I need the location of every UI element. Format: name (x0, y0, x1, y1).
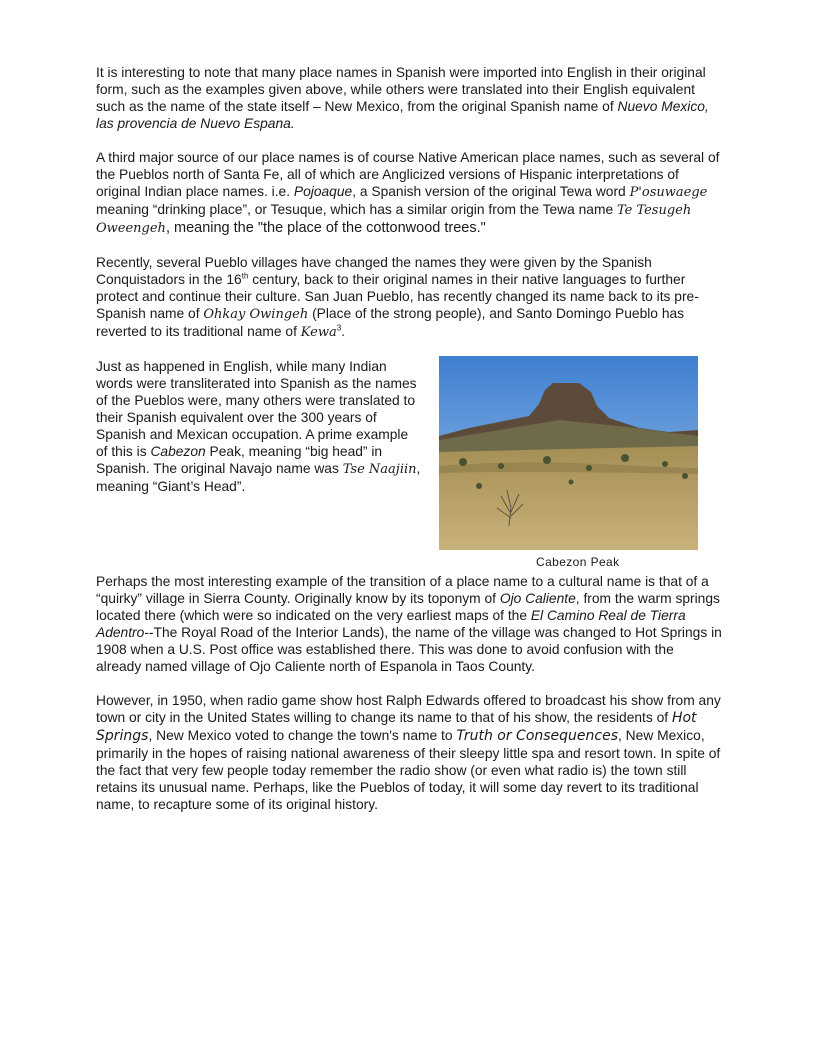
paragraph-text: meaning “drinking place”, or Tesuque, which has a similar origin from the Tewa name (96, 202, 617, 217)
paragraph-text: (Place of the strong people), and Santo Domingo Pueblo has reverted to its traditional name of (96, 306, 685, 339)
paragraph-text: However, in 1950, when radio game show host Ralph Edwards offered to broadcast his show from any town or city in the United States willing to change its name to that of his show, the residents of (96, 693, 721, 725)
cabezon-peak-photo (439, 356, 698, 550)
superscript: th (241, 271, 249, 281)
paragraph-place-names (96, 64, 722, 132)
navajo-name: Tse Naajiin (342, 462, 417, 477)
ohkay-owingeh-name: Ohkay Owingeh (203, 307, 309, 322)
kewa-name: Kewa (300, 325, 337, 340)
cabezon-name: Cabezon (150, 444, 206, 459)
hot-springs-name: Hot Springs (96, 710, 697, 744)
paragraph-text: A third major source of our place names is of course Native American place names, such as several of the Pueblos north of Santa Fe, all of which are Anglicized versions of Hispanic interpretations of original Indian place names. i.e. (96, 150, 720, 199)
ojo-caliente-name: Ojo Caliente (499, 591, 576, 606)
paragraph-text: , meaning “Giant’s Head”. (96, 461, 421, 494)
paragraph-text: , a Spanish version of the original Tewa word (352, 184, 630, 199)
document-page-lower (96, 573, 722, 813)
paragraph-pueblo-renaming (96, 254, 722, 341)
paragraph-text: , New Mexico voted to change the town's name to (148, 728, 457, 743)
paragraph-text: Peak, meaning “big head” in Spanish. The original Navajo name was (96, 444, 383, 476)
truth-or-consequences-name: Truth or Consequences (456, 728, 619, 744)
paragraph-truth-or-consequences (96, 692, 722, 813)
paragraph-text: It is interesting to note that many place names in Spanish were imported into English in their original form, such as the examples given above, while others were translated into their English equivalent such as the name of the state itself – New Mexico, from the original Spanish name of (96, 65, 706, 114)
cabezon-peak-figure (439, 356, 698, 550)
tewa-word: P'osuwaege (629, 185, 708, 200)
pojoaque-name: Pojoaque (293, 184, 353, 199)
paragraph-text: century, back to their original names in their native languages to further protect and continue their culture. San Juan Pueblo, has recently changed its name back to its pre-Spanish name of (96, 272, 699, 321)
paragraph-text: Just as happened in English, while many Indian words were transliterated into Spanish as the names of the Pueblos were, many others were translated to their Spanish equivalent over the 300 years of Spanish and Mexican occupation. A prime example of this is (96, 359, 417, 459)
paragraph-text: Perhaps the most interesting example of the transition of a place name to a cultural name is that of a “quirky” village in Sierra County. Originally know by its toponym of (96, 574, 709, 606)
paragraph-text: Recently, several Pueblo villages have changed the names they were given by the Spanish Conquistadors in the 16 (96, 255, 652, 287)
paragraph-text: , from the warm springs located there (which were so indicated on the very earliest maps of the (96, 591, 720, 623)
paragraph-text: --The Royal Road of the Interior Lands), the name of the village was changed to Hot Springs in 1908 when a U.S. Post office was established there. This was done to avoid confusion with the already named village of Ojo Caliente north of Espanola in Taos County. (96, 625, 722, 674)
footnote-marker: 3 (336, 323, 342, 333)
paragraph-text: . (341, 324, 345, 339)
paragraph-native-names (96, 149, 722, 237)
camino-real-name: El Camino Real de Tierra Adentro (96, 608, 686, 640)
paragraph-hot-springs (96, 573, 722, 675)
paragraph-text: , meaning the "the place of the cottonwood trees." (165, 220, 486, 236)
spanish-name: Nuevo Mexico, las provencia de Nuevo Espana. (96, 99, 709, 131)
tewa-name: Te Tesugeh Oweengeh (96, 203, 692, 236)
paragraph-text: , New Mexico, primarily in the hopes of raising national awareness of their sleepy little spa and resort town. In spite of the fact that very few people today remember the radio show (or even what radio is) the town still retains its unusual name. Perhaps, like the Pueblos of today, it will some day revert to its traditional name, to recapture some of its original history. (96, 728, 721, 812)
figure-caption: Cabezon Peak (536, 555, 620, 569)
paragraph-cabezon (96, 358, 422, 495)
